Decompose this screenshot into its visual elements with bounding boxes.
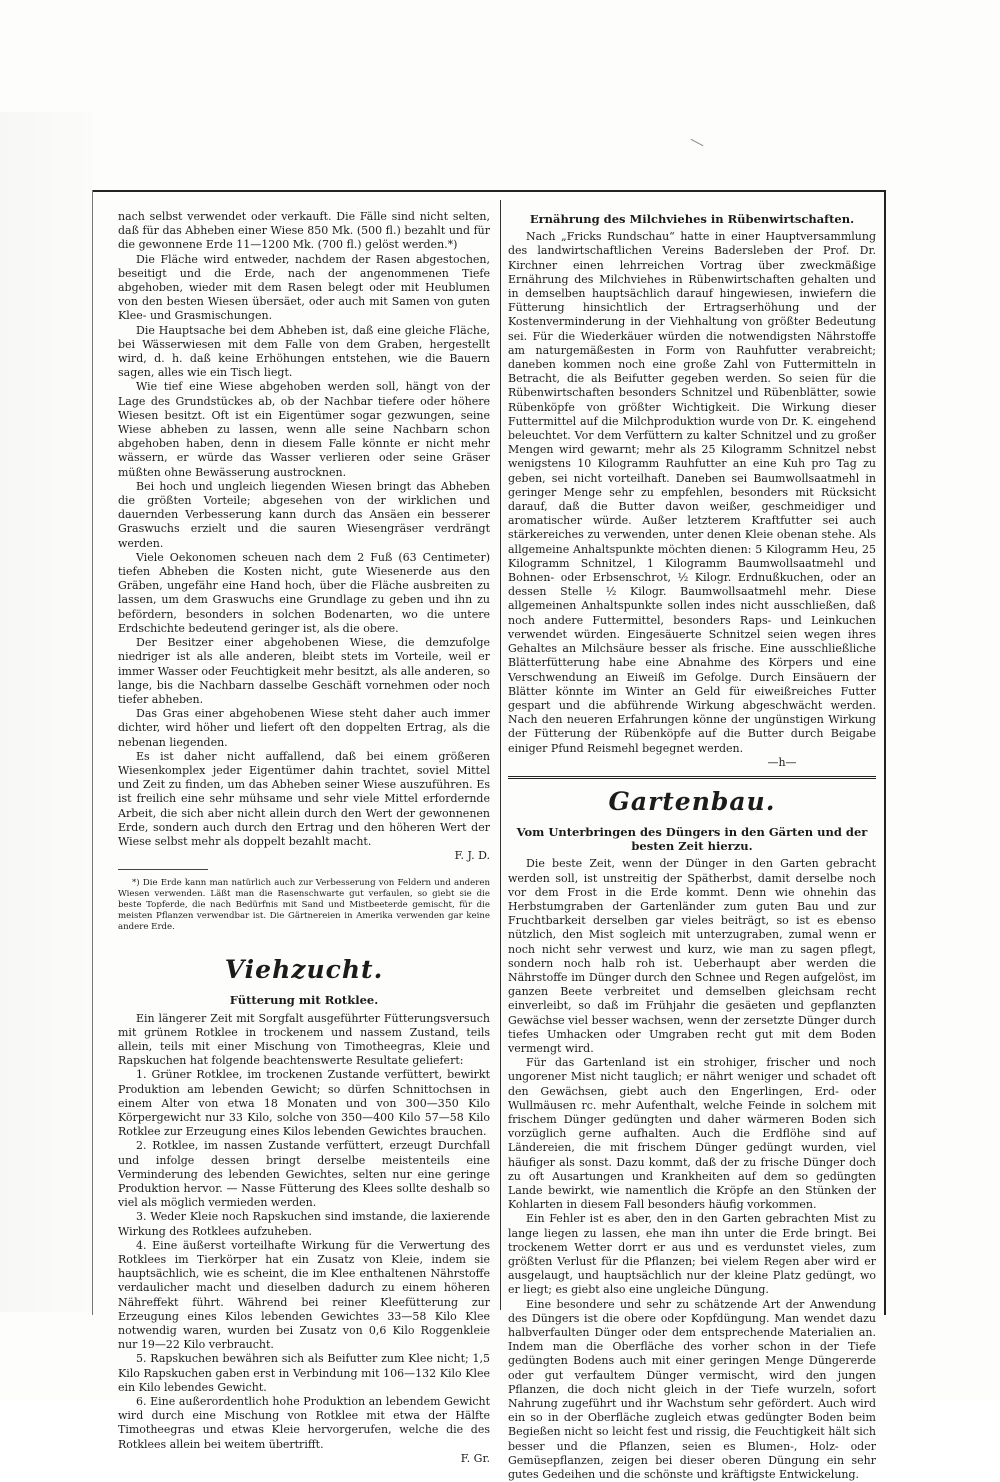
footnote: *) Die Erde kann man natürlich auch zur Verbesserung von Feldern und anderen Wiesen verwenden. Läßt man die Rasenschwarte gut verfaulen, so giebt sie die beste Topferde, die nach Bedürfnis mit Sand und Mistbeeterde gemischt, für die meisten Pflanzen verwendbar ist. Die Gärtnereien in Amerika verwenden gar keine andere Erde. [118, 878, 490, 933]
article-title: Vom Unterbringen des Düngers in den Gärten und der besten Zeit hierzu. [516, 824, 868, 854]
list-item: 3. Weder Kleie noch Rapskuchen sind imstande, die laxierende Wirkung des Rotklees aufzuheben. [118, 1210, 490, 1238]
left-column [118, 210, 490, 1465]
paragraph: Eine besondere und sehr zu schätzende Art der Anwendung des Düngers ist die obere oder Kopfdüngung. Man wendet dazu halbverfaulten Dünger oder dem entsprechende Materialien an. Indem man die Oberfläche des vorher schon in der Tiefe gedüngten Bodens auch mit einer geringen Menge Düngererde oder gut verfaultem Dünger vermischt, wird den jungen Pflanzen, die doch nicht gleich in der Tiefe wurzeln, sofort Nahrung zugeführt und ihr Wachstum sehr gefördert. Auch wird ein so in der Oberfläche zugleich etwas gedüngter Boden beim Begießen nicht so leicht fest und rissig, die Feuchtigkeit hält sich besser und die Pflanzen, seien es Blumen-, Holz- oder Gemüsepflanzen, zeigen bei dieser oberen Düngung ein sehr gutes Gedeihen und die schönste und kräftigste Entwickelung. [508, 1297, 876, 1482]
list-item: 2. Rotklee, im nassen Zustande verfüttert, erzeugt Durchfall und infolge dessen bringt derselbe meistenteils eine Verminderung des lebenden Gewichtes, selten nur eine geringe Produktion hervor. — Nasse Fütterung des Klees sollte deshalb so viel als möglich vermieden werden. [118, 1139, 490, 1210]
list-item: 4. Eine äußerst vorteilhafte Wirkung für die Verwertung des Rotklees im Tierkörper hat ein Zusatz von Kleie, indem sie hauptsächlich, wie es scheint, die im Klee enthaltenen Nährstoffe verdaulicher macht und dieselben dadurch zu einem höheren Nähreffekt führt. Während bei reiner Kleefütterung zur Erzeugung eines Kilos lebenden Gewichtes 33—58 Kilo Klee notwendig waren, wurden bei Zusatz von 0,6 Kilo Roggenkleie nur 19—22 Kilo verbraucht. [118, 1238, 490, 1352]
paragraph: Der Besitzer einer abgehobenen Wiese, die demzufolge niedriger ist als alle anderen, bleibt stets im Vorteile, weil er immer Wasser oder Feuchtigkeit mehr besitzt, als alle anderen, so lange, bis die Nachbarn dasselbe Geschäft vornehmen oder noch tiefer abheben. [118, 636, 490, 706]
article-title: Fütterung mit Rotklee. [229, 993, 379, 1008]
page-frame-left [92, 190, 93, 1315]
paragraph: Die beste Zeit, wenn der Dünger in den Garten gebracht werden soll, ist unstreitig der Spätherbst, damit derselbe noch vor dem Frost in die Erde kommt. Denn wie ohnehin das Herbstumgraben der Gartenländer zum guten Bau und zur Fruchtbarkeit derselben gar vieles beiträgt, so ist es ebenso nützlich, den Mist sogleich mit unterzugraben, zumal wenn er noch nicht sehr verwest und kurz, wie man zu sagen pflegt, sondern noch halb roh ist. Ueberhaupt aber werden die Nährstoffe im Dünger durch den Schnee und Regen aufgelöst, im ganzen Beete verbreitet und demselben gleichsam recht einverleibt, so daß im Frühjahr die gesäeten und gepflanzten Gewächse viel besser wachsen, wenn der zersetzte Dünger durch tiefes Umhacken oder Umgraben recht gut mit dem Boden vermengt wird. [508, 857, 876, 1055]
paragraph: Bei hoch und ungleich liegenden Wiesen bringt das Abheben die größten Vorteile; abgesehen von der wirklichen und dauernden Verbesserung kann durch das Ansäen ein besserer Graswuchs erzielt und die sauren Wiesengräser verdrängt werden. [118, 479, 490, 550]
rotklee-article [118, 1012, 490, 1467]
paragraph: Ein längerer Zeit mit Sorgfalt ausgeführter Fütterungsversuch mit grünem Rotklee in trockenem und nassem Zustand, teils allein, teils mit einer Mischung von Timotheegras, Kleie und Rapskuchen hat folgende beachtenswerte Resultate geliefert: [118, 1011, 490, 1068]
page-frame-right [884, 190, 886, 1315]
paragraph: Viele Oekonomen scheuen nach dem 2 Fuß (63 Centimeter) tiefen Abheben die Kosten nicht, gute Wiesenerde aus den Gräben, ungefähr eine Hand hoch, über die Fläche ausbreiten zu lassen, um dem Graswuchs eine Grundlage zu geben und ihn zu befördern, besonders in solchen Bodenarten, wo die untere Erdschichte bedeutend geringer ist, als die obere. [118, 550, 490, 635]
paragraph: Für das Gartenland ist ein strohiger, frischer und noch ungorener Mist nicht tauglich; er nährt weniger und schadet oft den Gewächsen, giebt auch den Engerlingen, Erd- oder Wullmäusen rc. mehr Aufenthalt, welche Feinde in solchem mit frischem Dünger gedüngten und daher wärmeren Boden sich vorzüglich gerne aufhalten. Auch die Erdflöhe sind auf Ländereien, die mit frischem Dünger gedüngt wurden, viel häufiger als sonst. Dazu kommt, daß der zu frische Dünger doch zu oft Ausartungen und Krankheiten auf dem so gedüngten Lande bewirkt, wie namentlich die Kröpfe an den Stünken der Kohlarten in diesem Fall besonders häufig vorkommen. [508, 1056, 876, 1212]
article-title: Ernährung des Milchviehes in Rübenwirtschaften. [529, 212, 855, 226]
facing-page-margin [0, 112, 92, 1312]
section-heading-viehzucht: Viehzucht. [224, 955, 384, 985]
paragraph: Die Fläche wird entweder, nachdem der Rasen abgestochen, beseitigt und die Erde, nach der angenommenen Tiefe abgehoben, wieder mit dem Rasen belegt oder mit Heublumen von den besten Wiesen übersäet, oder auch mit Samen von guten Klee- und Grasmischungen. [118, 252, 490, 323]
footnote-divider [118, 869, 208, 870]
column-divider [500, 200, 501, 1310]
section-heading-gartenbau: Gartenbau. [608, 786, 776, 816]
meadow-article-continuation [118, 210, 490, 933]
paragraph: Es ist daher nicht auffallend, daß bei einem größeren Wiesenkomplex jeder Eigentümer dahin trachtet, soviel Mittel und Zeit zu finden, um das Abheben seiner Wiese auszuführen. Es ist freilich eine sehr mühsame und sehr viele Mittel erfordernde Arbeit, die sich aber nicht allein durch den Wert der gewonnenen Erde, sondern auch durch den Ertrag und den höheren Wert der Wiese selbst mehr als doppelt bezahlt macht. [118, 749, 490, 848]
author-signature: F. J. D. [454, 849, 490, 863]
list-item: 6. Eine außerordentlich hohe Produktion an lebendem Gewicht wird durch eine Mischung von Rotklee mit etwa der Hälfte Timotheegras und etwas Kleie hervorgerufen, welche die des Rotklees allein bei weitem übertrifft. [118, 1395, 490, 1451]
paragraph: Ein Fehler ist es aber, den in den Garten gebrachten Mist zu lange liegen zu lassen, ehe man ihn unter die Erde bringt. Bei trockenem Wetter dorrt er aus und es verdunstet vieles, zum größten Verlust für die Pflanzen; bei vielem Regen aber wird er ausgelaugt, und hauptsächlich nur der kleine Platz gedüngt, wo er liegt; es giebt also eine ungleiche Düngung. [508, 1212, 876, 1297]
paragraph: Die Hauptsache bei dem Abheben ist, daß eine gleiche Fläche, bei Wässerwiesen mit dem Falle von dem Graben, hergestellt wird, d. h. daß keine Erhöhungen entstehen, wie die Bauern sagen, alles wie ein Tisch liegt. [118, 323, 490, 380]
list-item: 5. Rapskuchen bewähren sich als Beifutter zum Klee nicht; 1,5 Kilo Rapskuchen gaben erst in Verbindung mit 106—132 Kilo Klee ein Kilo lebendes Gewicht. [118, 1352, 490, 1394]
author-signature: F. Gr. [460, 1451, 490, 1465]
author-signature: —h— [767, 755, 797, 769]
right-column [508, 210, 876, 1482]
paragraph: nach selbst verwendet oder verkauft. Die Fälle sind nicht selten, daß für das Abheben einer Wiese 850 Mk. (500 fl.) bezahlt und für die gewonnene Erde 11—1200 Mk. (700 fl.) gelöst werden.*) [118, 210, 490, 252]
section-divider [508, 776, 876, 779]
paragraph: Wie tief eine Wiese abgehoben werden soll, hängt von der Lage des Grundstückes ab, ob der Nachbar tiefere oder höhere Wiesen besitzt. Oft ist ein Eigentümer sogar gezwungen, seine Wiese abheben zu lassen, wenn alle seine Nachbarn schon abgehoben haben, denn in diesem Falle könnte er nicht mehr wässern, er würde das Wasser verlieren oder seine Gräser müßten ohne Bewässerung austrocknen. [118, 380, 490, 479]
page-frame-top [92, 190, 885, 192]
list-item: 1. Grüner Rotklee, im trockenen Zustande verfüttert, bewirkt Produktion am lebenden Gewicht; so dürfen Schnittochsen in einem Alter von etwa 18 Monaten und von 300—350 Kilo Körpergewicht nur 33 Kilo, solche von 350—400 Kilo 57—58 Kilo Rotklee zur Erzeugung eines Kilos lebenden Gewichtes brauchen. [118, 1068, 490, 1139]
paragraph: Nach „Fricks Rundschau“ hatte in einer Hauptversammlung des landwirtschaftlichen Vereins Badersleben der Prof. Dr. Kirchner einen lehrreichen Vortrag über zweckmäßige Ernährung des Milchviehes in Rübenwirtschaften gehalten und in demselben hauptsächlich darauf hingewiesen, inwiefern die Fütterung hinsichtlich der Ertragserhöhung und der Kostenverminderung in der Viehhaltung von größter Bedeutung sei. Für die Wiederkäuer würden die notwendigsten Nährstoffe am naturgemäßesten in Form von Rauhfutter verabreicht; daneben kommen noch eine große Zahl von Futtermitteln in Betracht, die als Beifutter gegeben werden. So seien für die Rübenwirtschaften besonders Schnitzel und Rübenblätter, sowie Rübenköpfe von größter Wichtigkeit. Die Wirkung dieser Futtermittel auf die Milchproduktion wurde von Dr. K. eingehend beleuchtet. Vor dem Verfüttern zu kalter Schnitzel und zu großer Mengen wird gewarnt; mehr als 25 Kilogramm Schnitzel nebst wenigstens 10 Kilogramm Rauhfutter an eine Kuh pro Tag zu geben, sei nicht vorteilhaft. Daneben sei Baumwollsaatmehl in geringer Menge sehr zu empfehlen, besonders mit Rücksicht darauf, daß die Butter davon weißer, geschmeidiger und aromatischer würde. Außer letzterem Kraftfutter sei auch stärkereiches zu verwenden, unter denen Kleie obenan stehe. Als allgemeine Anhaltspunkte möchten dienen: 5 Kilogramm Heu, 25 Kilogramm Schnitzel, 1 Kilogramm Baumwollsaatmehl und Bohnen- oder Erbsenschrot, ½ Kilogr. Erdnußkuchen, oder an dessen Stelle ½ Kilogr. Baumwollsaatmehl mehr. Diese allgemeinen Anhaltspunkte sollen indes nicht ausschließen, daß noch andere Futtermittel, besonders Raps- und Leinkuchen verwendet würden. Eingesäuerte Schnitzel seien wegen ihres Gehaltes an Milchsäure besser als frische. Eine ausschließliche Blätterfütterung habe eine Abnahme des Körpers und eine Verschwendung an Eiweiß im Gefolge. Durch Einsäuern der Blätter könnte im Winter an Geld für eiweißreiches Futter gespart und die abführende Wirkung abgeschwächt werden. Nach den neueren Erfahrungen könne der ungünstigen Wirkung der Fütterung der Rübenköpfe auf die Butter durch Beigabe einiger Pfund Reismehl begegnet werden. [508, 230, 876, 755]
paragraph: Das Gras einer abgehobenen Wiese steht daher auch immer dichter, wird höher und liefert oft den doppelten Ertrag, als die nebenan liegenden. [118, 707, 490, 749]
milchvieh-article [508, 230, 876, 770]
duenger-article [508, 857, 876, 1482]
